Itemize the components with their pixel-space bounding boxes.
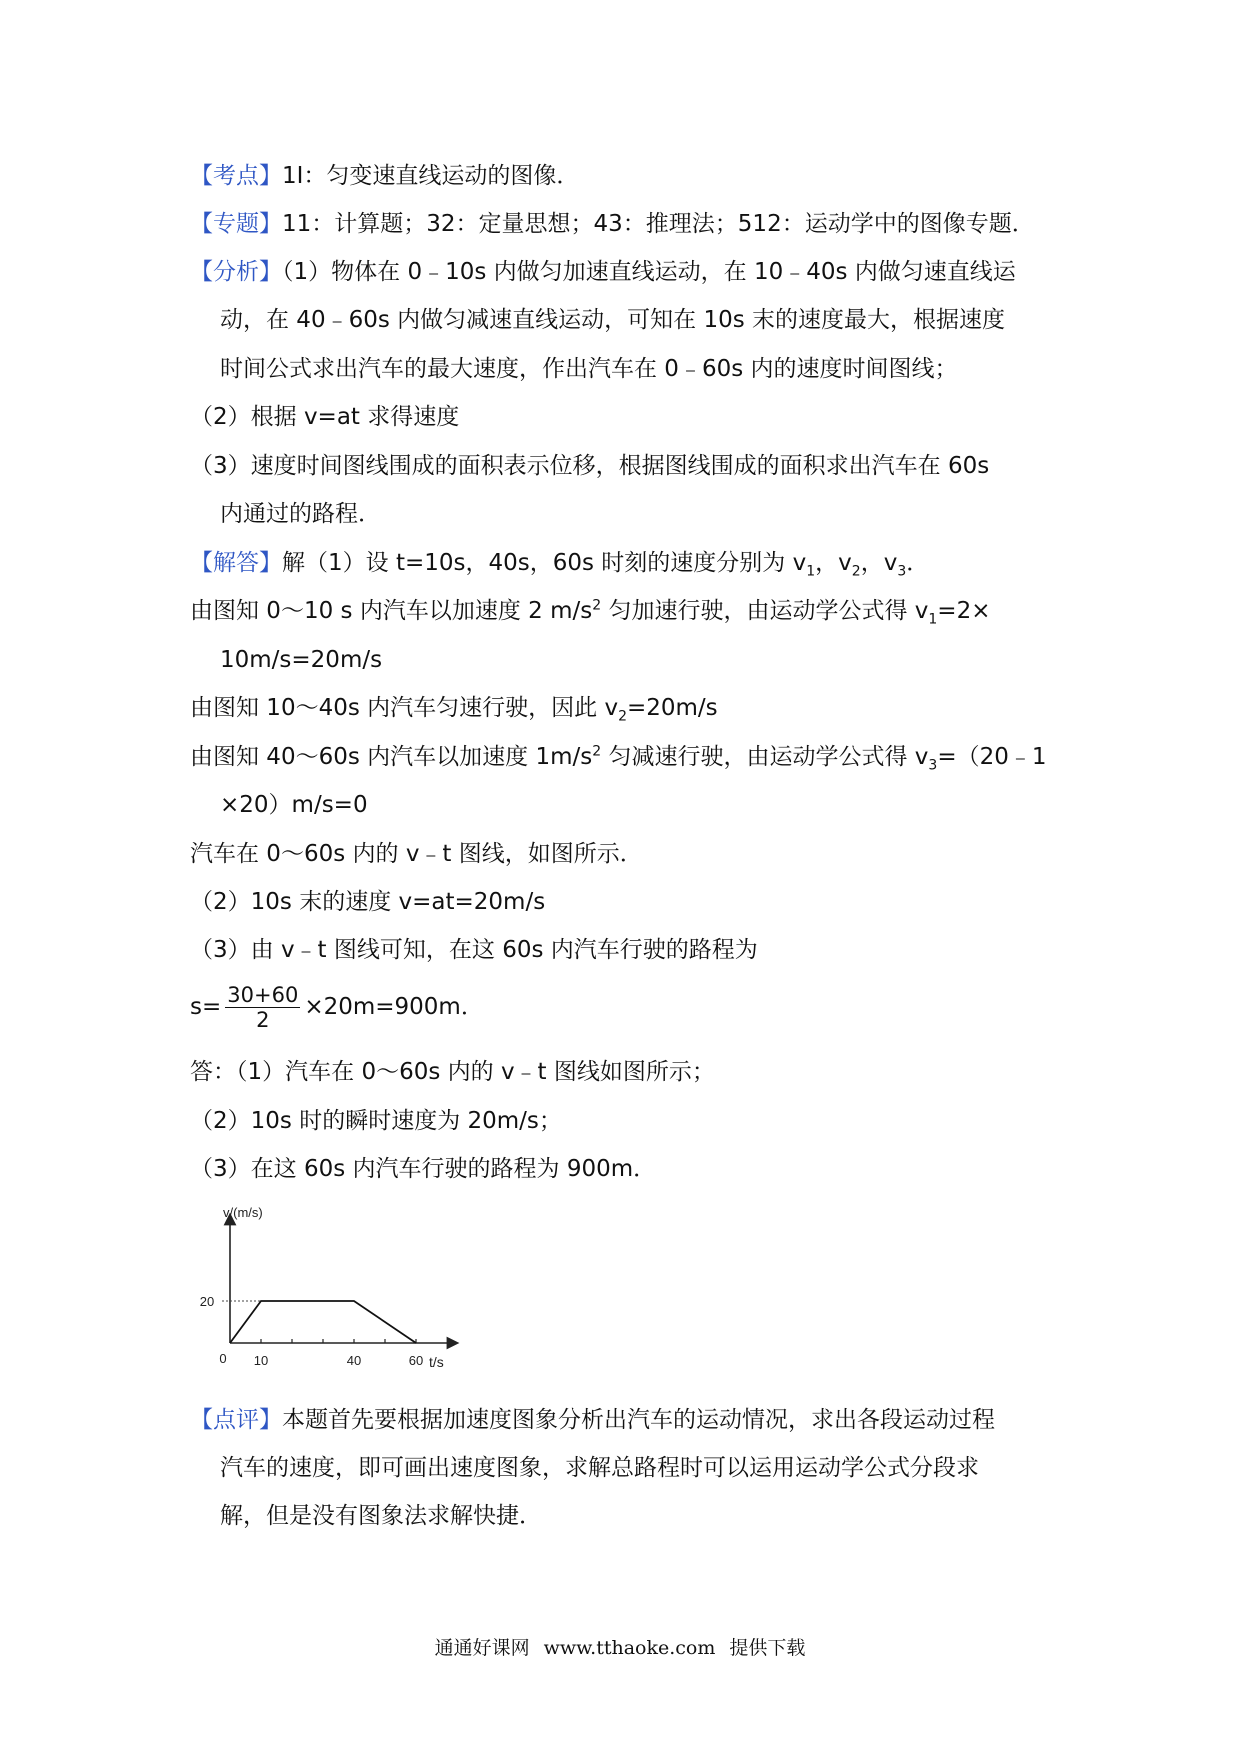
zhuanti-label: 【专题】 — [190, 211, 282, 237]
fenxi-text-1: （1）物体在 0﹣10s 内做匀加速直线运动，在 10﹣40s 内做匀速直线运 — [282, 259, 1016, 285]
dianping-line-2: 汽车的速度，即可画出速度图象，求解总路程时可以运用运动学公式分段求 — [220, 1455, 979, 1481]
jieda-text: ． — [906, 550, 930, 576]
jieda-text: =（20﹣1 — [937, 744, 1047, 770]
y-tick-label-20: 20 — [199, 1294, 215, 1309]
fenxi-line-3: 时间公式求出汽车的最大速度，作出汽车在 0﹣60s 内的速度时间图线； — [220, 356, 958, 382]
page-footer — [0, 1634, 1240, 1662]
fraction-numerator: 30+60 — [227, 983, 299, 1007]
x-axis-label: t/s — [429, 1354, 444, 1370]
superscript: 2 — [592, 743, 602, 760]
dianping-label: 【点评】 — [190, 1407, 282, 1433]
jieda-text: 由图知 40～60s 内汽车以加速度 1m/s — [190, 744, 593, 770]
fenxi-line-2: 动，在 40﹣60s 内做匀减速直线运动，可知在 10s 末的速度最大，根据速度 — [220, 307, 1006, 333]
vt-chart — [185, 1205, 475, 1380]
subscript: 2 — [618, 708, 627, 725]
subscript: 3 — [897, 563, 907, 580]
dianping-line-3: 解，但是没有图象法求解快捷． — [220, 1503, 542, 1529]
jieda-label: 【解答】 — [190, 550, 282, 576]
jieda-text: ，v — [860, 550, 898, 576]
jieda-line-6: ×20）m/s=0 — [220, 792, 368, 818]
footer-url[interactable]: www.tthaoke.com — [543, 1637, 716, 1659]
velocity-series-line — [230, 1301, 416, 1343]
y-axis-label: v/(m/s) — [223, 1205, 263, 1220]
subscript: 2 — [851, 563, 861, 580]
jieda-text: =20m/s — [626, 695, 718, 721]
footer-note: 提供下载 — [729, 1637, 806, 1659]
jieda-line-3: 10m/s=20m/s — [220, 647, 383, 673]
x-tick-label-60: 60 — [408, 1353, 424, 1368]
subscript: 1 — [928, 611, 938, 628]
jieda-line-1 — [190, 547, 929, 579]
dianping-line-1 — [190, 1404, 995, 1436]
jieda-line-4 — [190, 692, 718, 724]
x-tick-label-40: 40 — [346, 1353, 362, 1368]
jieda-text: 匀加速行驶，由运动学公式得 v — [601, 598, 929, 624]
fraction — [225, 983, 300, 1032]
answer-line-1: 答：（1）汽车在 0～60s 内的 v﹣t 图线如图所示； — [190, 1059, 715, 1085]
subscript: 3 — [928, 757, 938, 774]
subscript: 1 — [806, 563, 816, 580]
answer-line-2: （2）10s 时的瞬时速度为 20m/s； — [190, 1108, 562, 1134]
fenxi-label: 【分析】 — [190, 259, 282, 285]
jieda-text: ，v — [815, 550, 852, 576]
jieda-line-8: （2）10s 末的速度 v=at=20m/s — [190, 889, 546, 915]
zhuanti-line — [190, 208, 1035, 240]
kaodian-label: 【考点】 — [190, 163, 282, 189]
jieda-line-5 — [190, 741, 1046, 773]
answer-line-3: （3）在这 60s 内汽车行驶的路程为 900m． — [190, 1156, 657, 1182]
jieda-text: 由图知 10～40s 内汽车匀速行驶，因此 v — [190, 695, 619, 721]
fenxi-line-1 — [190, 256, 1016, 288]
zhuanti-text: 11：计算题；32：定量思想；43：推理法；512：运动学中的图像专题． — [282, 211, 1035, 237]
kaodian-text: 1I：匀变速直线运动的图像． — [282, 163, 580, 189]
fenxi-line-5: （3）速度时间图线围成的面积表示位移，根据图线围成的面积求出汽车在 60s — [190, 453, 990, 479]
jieda-text: 解（1）设 t=10s，40s，60s 时刻的速度分别为 v — [282, 550, 807, 576]
jieda-line-9: （3）由 v﹣t 图线可知，在这 60s 内汽车行驶的路程为 — [190, 937, 758, 963]
footer-site: 通通好课网 — [434, 1637, 530, 1659]
jieda-text: ×20m=900m． — [304, 994, 484, 1020]
superscript: 2 — [592, 597, 602, 614]
jieda-text: 由图知 0～10 s 内汽车以加速度 2 m/s — [190, 598, 593, 624]
kaodian-line — [190, 160, 579, 192]
dianping-text-1: 本题首先要根据加速度图象分析出汽车的运动情况，求出各段运动过程 — [282, 1407, 995, 1433]
fenxi-line-6: 内通过的路程． — [220, 501, 381, 527]
fraction-denominator: 2 — [256, 1008, 270, 1032]
fenxi-line-4: （2）根据 v=at 求得速度 — [190, 404, 460, 430]
jieda-line-10 — [190, 982, 484, 1032]
jieda-text: =2× — [937, 598, 991, 624]
x-tick-label-10: 10 — [253, 1353, 269, 1368]
jieda-text: 匀减速行驶，由运动学公式得 v — [601, 744, 929, 770]
jieda-line-7: 汽车在 0～60s 内的 v﹣t 图线，如图所示． — [190, 841, 643, 867]
origin-label: 0 — [219, 1351, 227, 1366]
jieda-text: s= — [190, 994, 222, 1020]
jieda-line-2 — [190, 595, 990, 627]
